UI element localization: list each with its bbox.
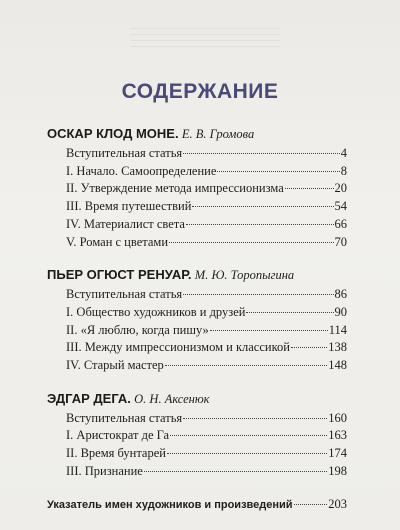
entry-label: I. Аристократ де Га bbox=[66, 428, 170, 443]
entry-page: 54 bbox=[334, 199, 347, 214]
toc-entry bbox=[47, 304, 347, 322]
leader-dots bbox=[169, 242, 333, 243]
entry-page: 20 bbox=[334, 181, 347, 196]
toc-entry bbox=[47, 339, 347, 357]
entry-page: 138 bbox=[328, 340, 347, 355]
toc-entry bbox=[47, 357, 347, 375]
toc-entry bbox=[47, 427, 347, 445]
entry-label: II. Время бунтарей bbox=[66, 446, 166, 461]
bleed-through-text bbox=[130, 28, 280, 50]
entry-page: 174 bbox=[328, 446, 347, 461]
toc-entry bbox=[47, 216, 347, 234]
entry-label: IV. Старый мастер bbox=[66, 358, 164, 373]
entry-label: IV. Материалист света bbox=[66, 216, 185, 231]
entry-label: III. Признание bbox=[66, 463, 143, 478]
leader-dots bbox=[144, 471, 327, 472]
entry-label: I. Начало. Самоопределение bbox=[66, 163, 217, 178]
entry-label: III. Время путешествий bbox=[66, 199, 192, 214]
entry-page: 70 bbox=[334, 234, 347, 249]
editor-name: М. Ю. Торопыгина bbox=[194, 268, 295, 283]
toc-section-renoir bbox=[47, 265, 347, 375]
entry-page: 198 bbox=[328, 463, 347, 478]
toc-section-degas bbox=[47, 389, 347, 481]
index-page: 203 bbox=[328, 496, 347, 511]
toc-entry bbox=[47, 234, 347, 252]
section-heading bbox=[47, 265, 347, 285]
toc-entry bbox=[47, 322, 347, 340]
leader-dots bbox=[294, 504, 328, 505]
author-name: ОСКАР КЛОД МОНЕ. bbox=[47, 126, 179, 141]
leader-dots bbox=[192, 206, 333, 207]
leader-dots bbox=[217, 171, 339, 172]
entry-label: II. Утверждение метода импрессионизма bbox=[66, 181, 284, 196]
leader-dots bbox=[170, 435, 327, 436]
leader-dots bbox=[210, 330, 328, 331]
toc-index-entry bbox=[47, 495, 347, 514]
entry-label: III. Между импрессионизмом и классикой bbox=[66, 340, 290, 355]
section-heading bbox=[47, 124, 347, 144]
entry-page: 90 bbox=[334, 304, 347, 319]
toc-entry bbox=[47, 180, 347, 198]
table-of-contents bbox=[47, 124, 347, 514]
leader-dots bbox=[183, 153, 340, 154]
page-title: СОДЕРЖАНИЕ bbox=[121, 80, 279, 103]
section-heading bbox=[47, 389, 347, 409]
entry-page: 66 bbox=[334, 216, 347, 231]
entry-label: Вступительная статья bbox=[66, 146, 183, 160]
entry-page: 160 bbox=[328, 410, 347, 425]
leader-dots bbox=[183, 418, 327, 419]
entry-label: II. «Я люблю, когда пишу» bbox=[66, 322, 209, 337]
entry-page: 163 bbox=[328, 428, 347, 443]
entry-label: Вступительная статья bbox=[66, 287, 183, 302]
toc-entry bbox=[47, 445, 347, 463]
entry-label: Вступительная статья bbox=[66, 410, 183, 425]
leader-dots bbox=[167, 453, 327, 454]
leader-dots bbox=[246, 312, 333, 313]
leader-dots bbox=[291, 347, 327, 348]
entry-page: 114 bbox=[328, 322, 347, 337]
entry-label: I. Общество художников и друзей bbox=[66, 304, 246, 319]
author-name: ПЬЕР ОГЮСТ РЕНУАР. bbox=[47, 267, 192, 283]
toc-entry bbox=[47, 463, 347, 481]
toc-entry bbox=[47, 286, 347, 304]
entry-page: 86 bbox=[334, 287, 347, 302]
entry-label: V. Роман с цветами bbox=[66, 234, 169, 249]
toc-entry bbox=[47, 410, 347, 428]
index-label: Указатель имен художников и произведений bbox=[47, 498, 293, 511]
editor-name: Е. В. Громова bbox=[181, 127, 255, 141]
author-name: ЭДГАР ДЕГА. bbox=[47, 390, 131, 406]
entry-page: 4 bbox=[340, 146, 347, 160]
toc-section-monet bbox=[47, 124, 347, 251]
toc-entry bbox=[47, 198, 347, 216]
leader-dots bbox=[183, 294, 333, 295]
leader-dots bbox=[285, 188, 334, 189]
entry-page: 8 bbox=[340, 163, 347, 178]
editor-name: О. Н. Аксенюк bbox=[134, 391, 210, 406]
leader-dots bbox=[186, 224, 334, 225]
toc-entry bbox=[47, 145, 347, 163]
entry-page: 148 bbox=[328, 358, 347, 373]
leader-dots bbox=[165, 365, 327, 366]
toc-entry bbox=[47, 163, 347, 181]
